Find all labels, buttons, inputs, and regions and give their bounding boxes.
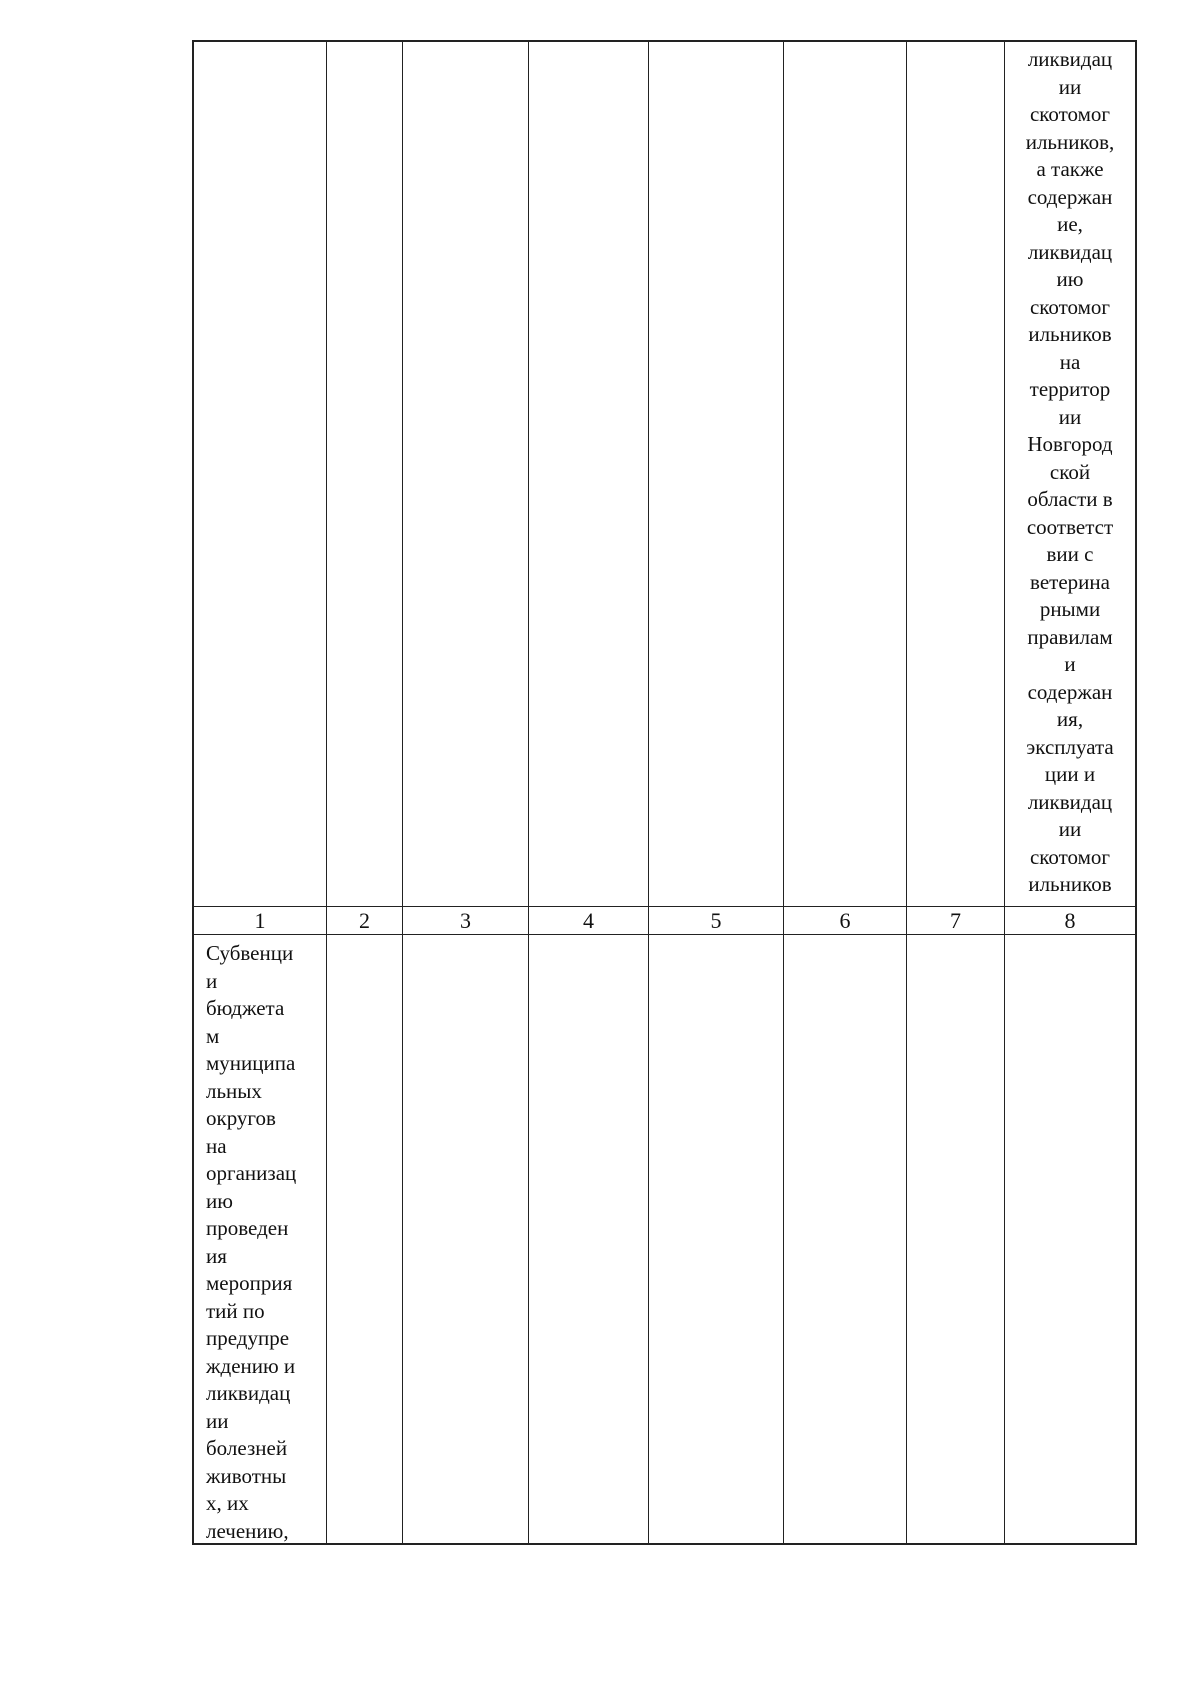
cell-text [1005, 42, 1135, 899]
text-line: скотомог [1029, 844, 1111, 869]
text-line: ии [1058, 817, 1082, 841]
text-line: х, их [206, 1491, 249, 1515]
text-line: ия [206, 1243, 227, 1268]
text-line: ию [1056, 267, 1084, 291]
column-number: 3 [460, 907, 471, 933]
text-line: ие, [1057, 212, 1083, 236]
table-cell-col1-text [194, 935, 327, 1543]
table-cell-col8-text [1005, 42, 1135, 906]
text-line: предупре [206, 1326, 290, 1350]
column-number: 5 [710, 907, 722, 933]
text-line: муниципа [206, 1051, 296, 1075]
text-line: ждению и [206, 1353, 296, 1378]
table-cell [907, 42, 1005, 906]
table-cell [529, 42, 649, 906]
text-line: ской [1049, 459, 1091, 484]
text-line: м [206, 1023, 220, 1048]
text-line: льных [206, 1078, 262, 1103]
column-number-cell [529, 907, 649, 934]
table-row-subvention [194, 935, 1135, 1543]
column-number: 1 [254, 907, 266, 933]
text-line: ветерина [1030, 569, 1110, 594]
column-number-cell [649, 907, 784, 934]
table-cell [194, 42, 327, 906]
table-cell [403, 935, 529, 1543]
text-line: и [1064, 652, 1076, 676]
table-cell [403, 42, 529, 906]
data-table [192, 40, 1137, 1545]
column-number-cell [327, 907, 403, 934]
table-cell [327, 935, 403, 1543]
table-cell [784, 935, 907, 1543]
text-line: ильников [1028, 322, 1112, 346]
text-line: эксплуата [1026, 734, 1114, 759]
table-cell [907, 935, 1005, 1543]
column-number-cell [907, 907, 1005, 934]
text-line: рными [1039, 597, 1101, 621]
text-line: скотомог [1029, 102, 1111, 126]
text-line: содержан [1027, 184, 1113, 209]
text-line: ия, [1056, 707, 1084, 731]
column-number-cell [194, 907, 327, 934]
text-line: ии [1058, 404, 1082, 429]
table-cell [529, 935, 649, 1543]
text-line: соответст [1026, 514, 1114, 539]
text-line: ильников, [1025, 129, 1115, 154]
column-number-cell [403, 907, 529, 934]
text-line: на [1059, 349, 1081, 374]
column-number: 7 [950, 907, 961, 933]
text-line: и [206, 968, 218, 993]
cell-text [194, 935, 326, 1545]
text-line: территор [1029, 377, 1111, 401]
table-cell [649, 935, 784, 1543]
table-row-column-numbers [194, 906, 1135, 935]
column-number: 4 [583, 907, 594, 933]
text-line: Субвенци [206, 941, 294, 965]
table-cell [327, 42, 403, 906]
column-number-cell [784, 907, 907, 934]
text-line: бюджета [206, 996, 285, 1020]
table-cell [649, 42, 784, 906]
text-line: лечению, [206, 1518, 289, 1543]
text-line: на [206, 1133, 227, 1158]
text-line: организац [206, 1161, 297, 1185]
text-line: округов [206, 1106, 276, 1130]
text-line: ию [206, 1188, 233, 1213]
text-line: животны [206, 1463, 287, 1488]
column-number-cell [1005, 907, 1135, 934]
text-line: Новгород [1027, 432, 1113, 456]
text-line: правилам [1027, 624, 1113, 649]
text-line: содержан [1027, 679, 1113, 704]
text-line: ции и [1044, 762, 1096, 786]
text-line: мероприя [206, 1271, 293, 1295]
text-line: проведен [206, 1216, 289, 1240]
text-line: ликвидац [206, 1381, 291, 1405]
text-line: ии [206, 1408, 229, 1433]
column-number: 6 [839, 907, 851, 933]
column-number: 2 [359, 907, 370, 933]
text-line: ликвидац [1027, 47, 1113, 71]
text-line: вии с [1046, 542, 1094, 566]
text-line: ильников [1028, 872, 1112, 896]
table-row-continuation [194, 42, 1135, 906]
text-line: а также [1036, 157, 1104, 181]
text-line: скотомог [1029, 294, 1111, 319]
text-line: ликвидац [1027, 239, 1113, 264]
table-cell [1005, 935, 1135, 1543]
text-line: ии [1058, 74, 1082, 99]
text-line: болезней [206, 1436, 288, 1460]
text-line: тий по [206, 1298, 265, 1323]
column-number: 8 [1064, 907, 1076, 933]
text-line: ликвидац [1027, 789, 1113, 814]
text-line: области в [1027, 487, 1113, 511]
table-cell [784, 42, 907, 906]
